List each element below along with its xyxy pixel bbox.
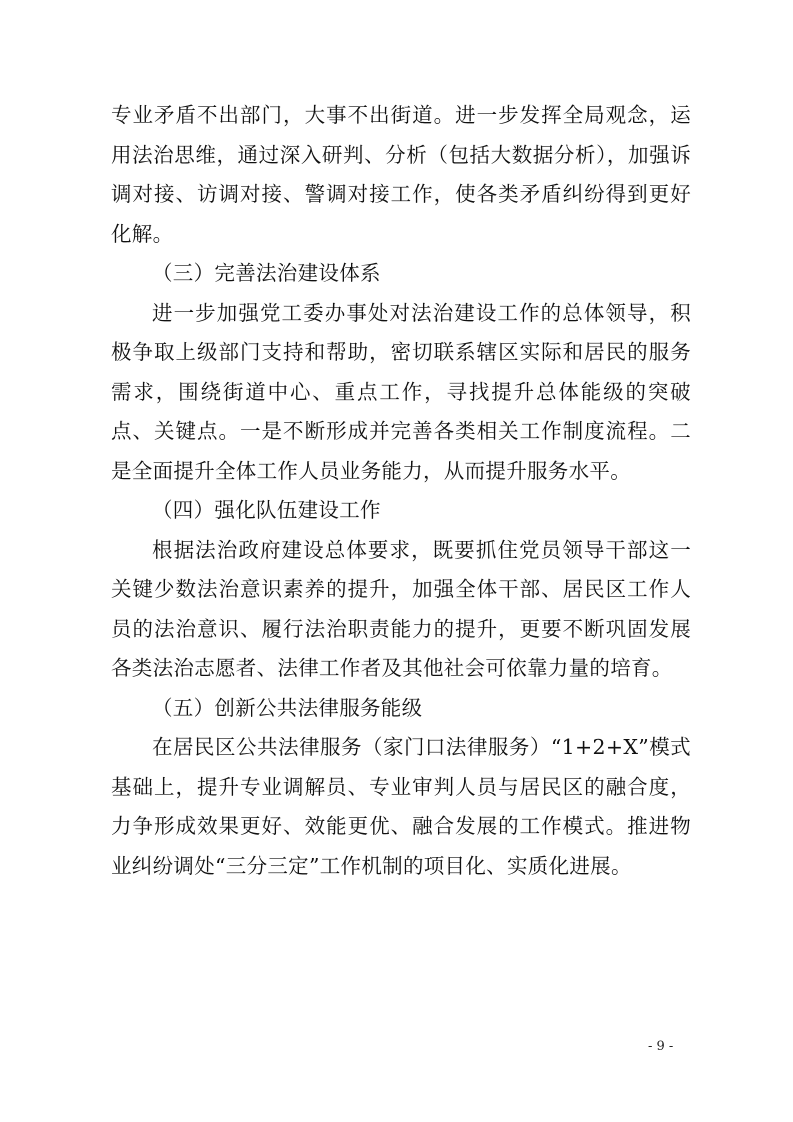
paragraph-team-building: 根据法治政府建设总体要求，既要抓住党员领导干部这一关键少数法治意识素养的提升，加强全体干部、居民区工作人员的法治意识、履行法治职责能力的提升，更要不断巩固发展各类法治志愿者、法律工作者及其他社会可依靠力量的培育。 bbox=[111, 537, 691, 680]
paragraph-public-legal-service: 在居民区公共法律服务（家门口法律服务）“1+2+X”模式基础上，提升专业调解员、专业审判人员与居民区的融合度，力争形成效果更好、效能更优、融合发展的工作模式。推进物业纠纷调处“三分三定”工作机制的项目化、实质化进展。 bbox=[111, 735, 691, 878]
paragraph-continuation: 专业矛盾不出部门，大事不出街道。进一步发挥全局观念，运用法治思维，通过深入研判、分析（包括大数据分析），加强诉调对接、访调对接、警调对接工作，使各类矛盾纠纷得到更好化解。 bbox=[111, 103, 691, 246]
paragraph-legal-system: 进一步加强党工委办事处对法治建设工作的总体领导，积极争取上级部门支持和帮助，密切联系辖区实际和居民的服务需求，围绕街道中心、重点工作，寻找提升总体能级的突破点、关键点。一是不断形成并完善各类相关工作制度流程。二是全面提升全体工作人员业务能力，从而提升服务水平。 bbox=[111, 300, 691, 483]
section-heading-four: （四）强化队伍建设工作 bbox=[152, 498, 381, 522]
section-heading-five: （五）创新公共法律服务能级 bbox=[152, 695, 423, 720]
document-body bbox=[111, 96, 691, 886]
section-heading-three: （三）完善法治建设体系 bbox=[152, 261, 381, 285]
page-number: - 9 - bbox=[648, 1039, 674, 1054]
